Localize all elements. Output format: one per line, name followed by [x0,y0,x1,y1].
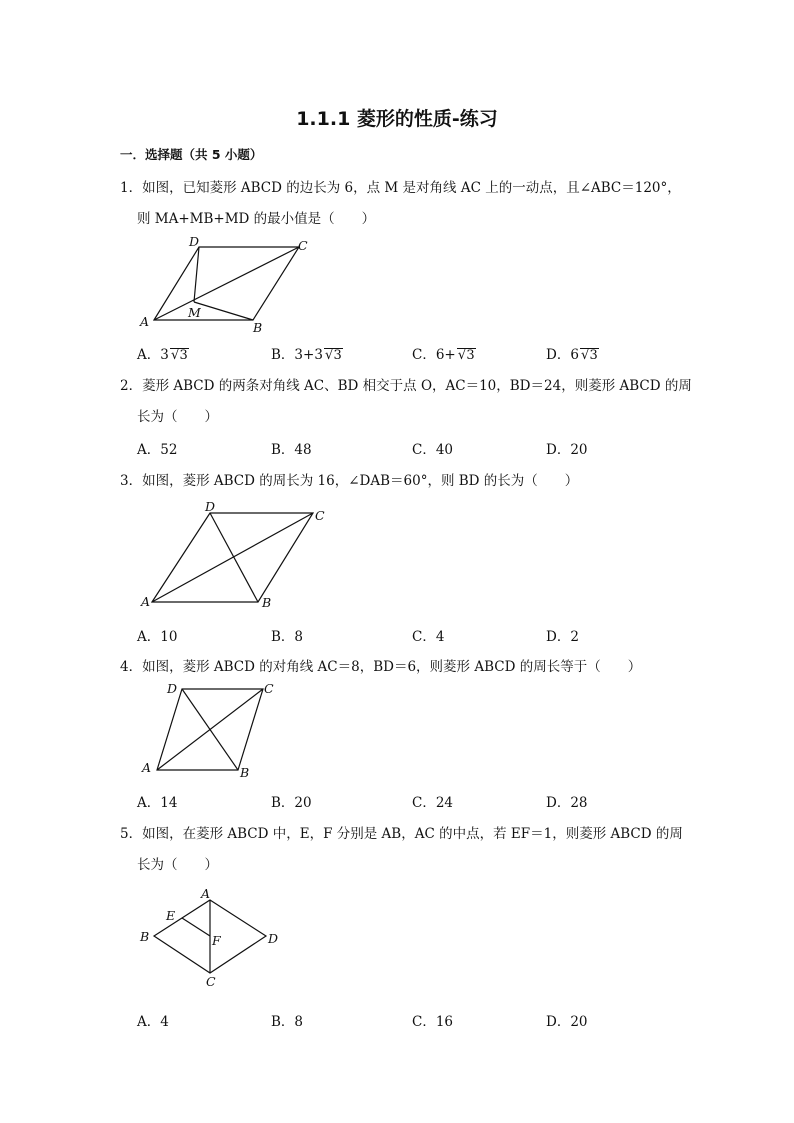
label-a: A [140,314,150,329]
q5-option-c[interactable]: C．16 [412,1014,454,1030]
q4-option-a[interactable]: A．14 [137,795,178,811]
q1-option-a[interactable]: A．3 √3 [137,347,188,363]
label-a: A [142,760,152,775]
q1-option-d[interactable]: D．6 √3 [546,347,598,363]
q3-option-b[interactable]: B．8 [271,629,304,645]
segment-bm [194,302,253,320]
sqrt-symbol: √3 [170,347,188,363]
diagonal-ac [154,247,299,320]
q2-option-a[interactable]: A．52 [137,442,178,458]
sqrt-symbol: √3 [324,347,342,363]
q4-option-b[interactable]: B．20 [271,795,312,811]
label-a: A [141,594,151,609]
label-d: D [167,681,178,696]
label-c: C [298,238,308,253]
label-b: B [240,765,250,780]
label-a: A [201,886,211,901]
q3-option-d[interactable]: D．2 [546,629,579,645]
question-4-figure [130,676,290,781]
label-b: B [140,929,150,944]
q5-option-b[interactable]: B．8 [271,1014,304,1030]
q5-option-a[interactable]: A．4 [137,1014,169,1030]
question-1-text-line-1: 1．如图，已知菱形 ABCD 的边长为 6，点 M 是对角线 AC 上的一动点，且∠ABC＝120°， [120,180,681,196]
label-f: F [212,933,221,948]
question-1-figure [130,232,330,342]
question-5-figure [130,885,300,995]
question-1-text-line-2: 则 MA+MB+MD 的最小值是（ ） [137,211,376,227]
segment-ef [182,918,210,936]
q2-option-d[interactable]: D．20 [546,442,588,458]
diagonal-bd [182,689,238,770]
q4-option-d[interactable]: D．28 [546,795,588,811]
label-b: B [253,320,263,335]
question-4-text-line-1: 4．如图，菱形 ABCD 的对角线 AC＝8，BD＝6，则菱形 ABCD 的周长等于（ ） [120,659,642,675]
sqrt-symbol: √3 [580,347,598,363]
q3-option-a[interactable]: A．10 [137,629,178,645]
q2-option-b[interactable]: B．48 [271,442,312,458]
label-d: D [205,499,216,514]
label-c: C [206,974,216,989]
question-3-figure [130,498,350,613]
question-5-text-line-1: 5．如图，在菱形 ABCD 中，E，F 分别是 AB，AC 的中点，若 EF＝1，则菱形 ABCD 的周 [120,826,683,842]
q4-option-c[interactable]: C．24 [412,795,454,811]
q1-option-b[interactable]: B．3+3 √3 [271,347,342,363]
label-m: M [188,305,201,320]
q2-option-c[interactable]: C．40 [412,442,454,458]
label-c: C [264,681,274,696]
question-2-text-line-2: 长为（ ） [137,409,218,425]
label-b: B [262,595,272,610]
section-heading: 一．选择题（共 5 小题） [120,147,263,162]
q1-option-c[interactable]: C．6+ √3 [412,347,475,363]
label-d: D [268,931,279,946]
q5-option-d[interactable]: D．20 [546,1014,588,1030]
label-d: D [189,234,200,249]
question-3-text-line-1: 3．如图，菱形 ABCD 的周长为 16，∠DAB＝60°，则 BD 的长为（ ） [120,473,579,489]
question-2-text-line-1: 2．菱形 ABCD 的两条对角线 AC、BD 相交于点 O，AC＝10，BD＝24，则菱形 ABCD 的周 [120,378,692,394]
q3-option-c[interactable]: C．4 [412,629,445,645]
segment-dm [194,247,199,302]
diagonal-bd [210,513,258,602]
page-title: 1.1.1 菱形的性质-练习 [296,108,498,130]
question-5-text-line-2: 长为（ ） [137,857,218,873]
sqrt-symbol: √3 [457,347,475,363]
diagonal-ac [152,513,313,602]
label-e: E [166,908,176,923]
label-c: C [315,508,325,523]
